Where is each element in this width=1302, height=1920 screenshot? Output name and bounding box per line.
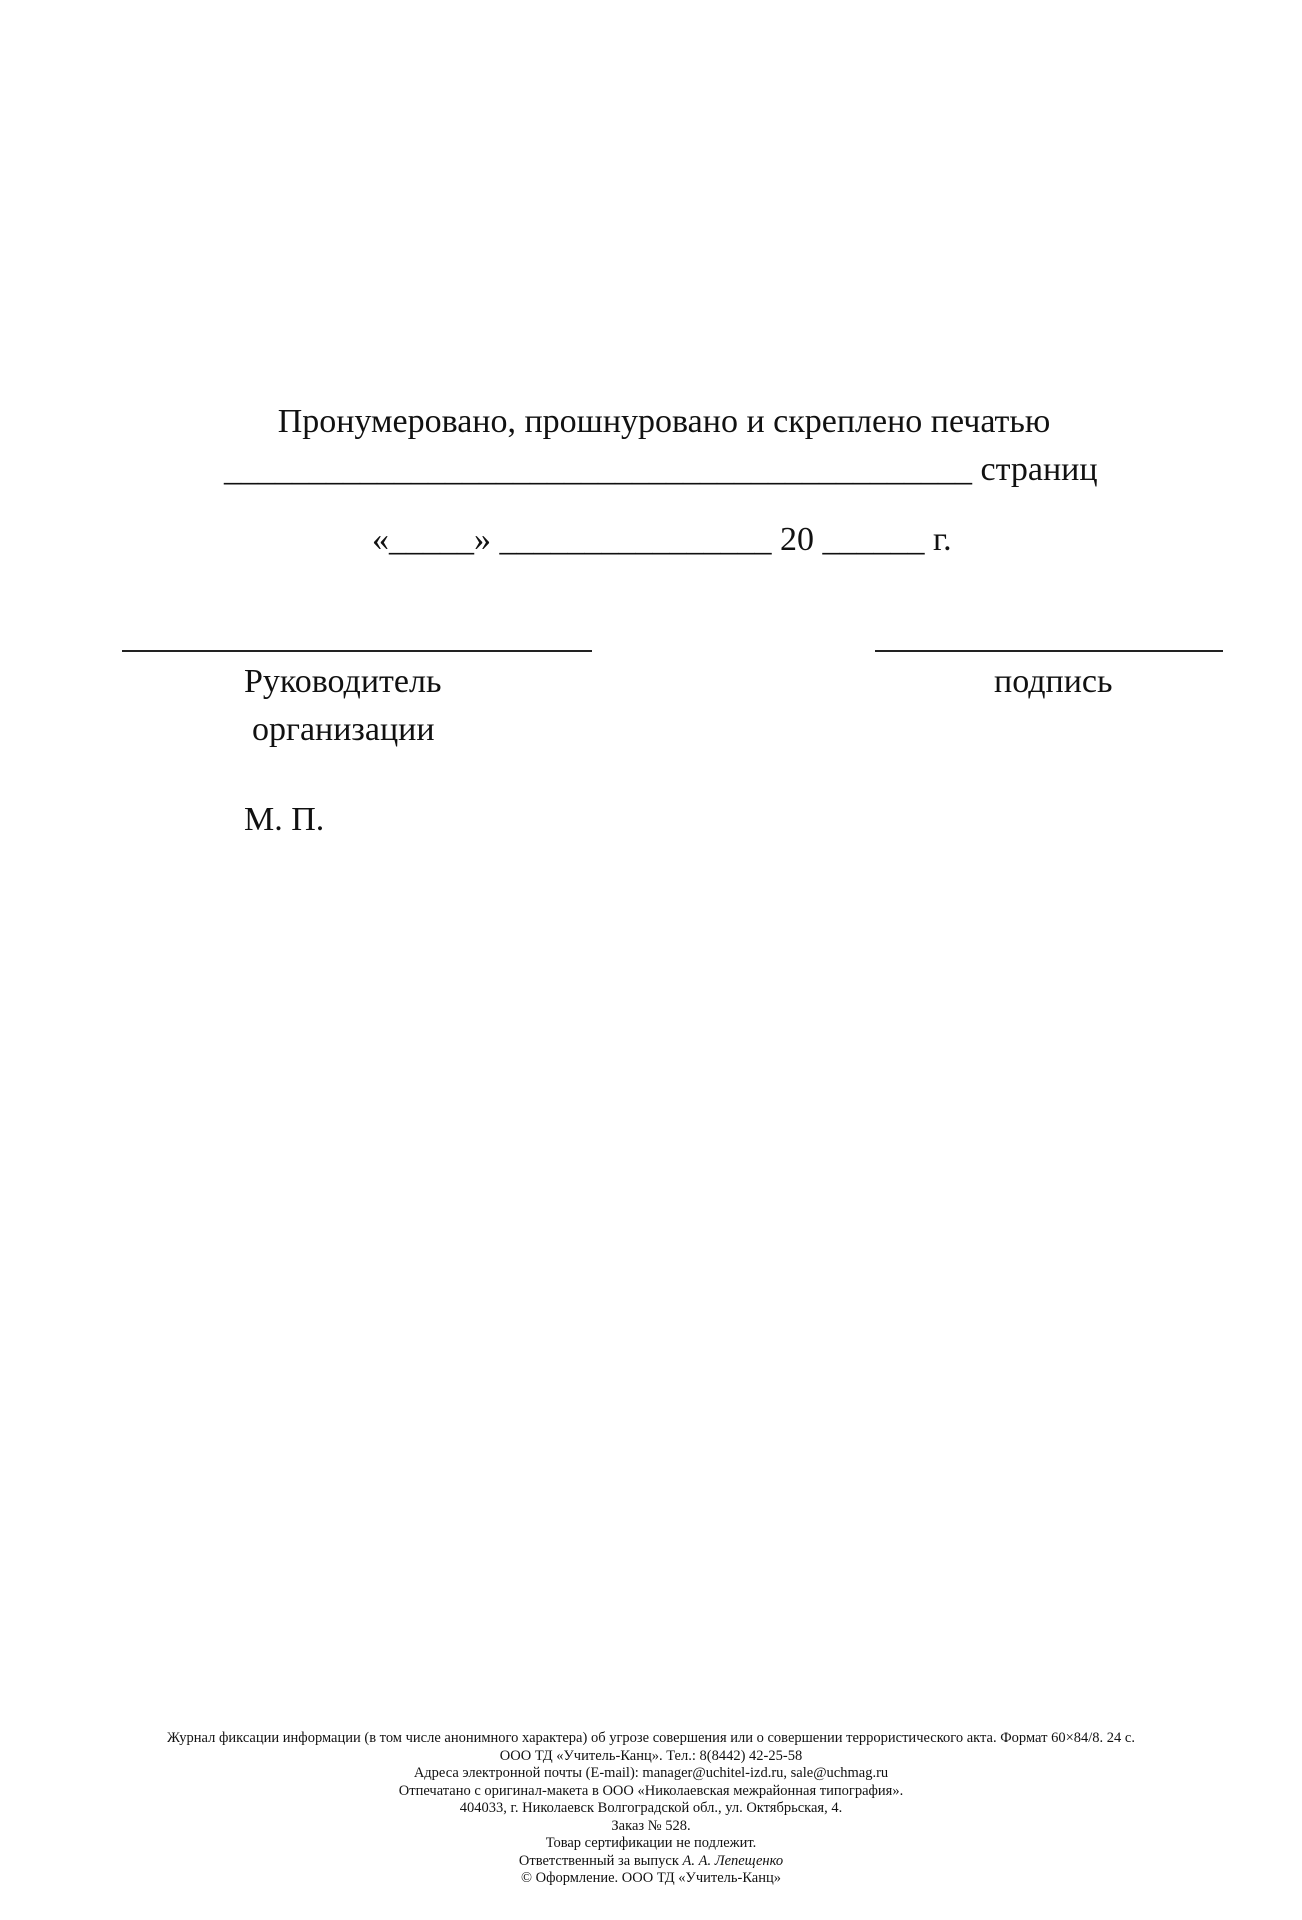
imprint-responsible-prefix: Ответственный за выпуск xyxy=(518,1852,683,1869)
imprint-block xyxy=(0,1730,1302,1888)
imprint-responsible xyxy=(0,1853,1302,1871)
date-line: «_____» ________________ 20 ______ г. xyxy=(372,521,952,558)
imprint-responsible-name: А. А. Лепещенко xyxy=(682,1852,784,1869)
imprint-certification: Товар сертификации не подлежит. xyxy=(545,1835,757,1851)
imprint-publisher: ООО ТД «Учитель-Канц». Тел.: 8(8442) 42-25-58 xyxy=(499,1747,803,1764)
imprint-printer: Отпечатано с оригинал-макета в ООО «Николаевская межрайонная типография». xyxy=(398,1782,904,1799)
heading-text: Пронумеровано, прошнуровано и скреплено печатью xyxy=(277,403,1051,440)
imprint-copyright: © Оформление. ООО ТД «Учитель-Канц» xyxy=(520,1870,782,1886)
signature-rule xyxy=(875,650,1223,652)
pages-count-line: ____________________________________________ страниц xyxy=(224,451,1098,488)
imprint-title: Журнал фиксации информации (в том числе анонимного характера) об угрозе совершения или о совершении террористического акта. Формат 60×84/8. 24 с. xyxy=(167,1730,1135,1746)
imprint-address: 404033, г. Николаевск Волгоградской обл., ул. Октябрьская, 4. xyxy=(459,1800,843,1816)
seal-place-label: М. П. xyxy=(244,801,325,838)
signature-rules xyxy=(0,626,1302,656)
imprint-email: Адреса электронной почты (E-mail): manager@uchitel-izd.ru, sale@uchmag.ru xyxy=(413,1765,889,1781)
signature-label: подпись xyxy=(994,663,1113,700)
organization-label: организации xyxy=(252,711,435,748)
imprint-order: Заказ № 528. xyxy=(611,1817,691,1834)
head-label: Руководитель xyxy=(244,663,442,700)
head-name-rule xyxy=(122,650,592,652)
